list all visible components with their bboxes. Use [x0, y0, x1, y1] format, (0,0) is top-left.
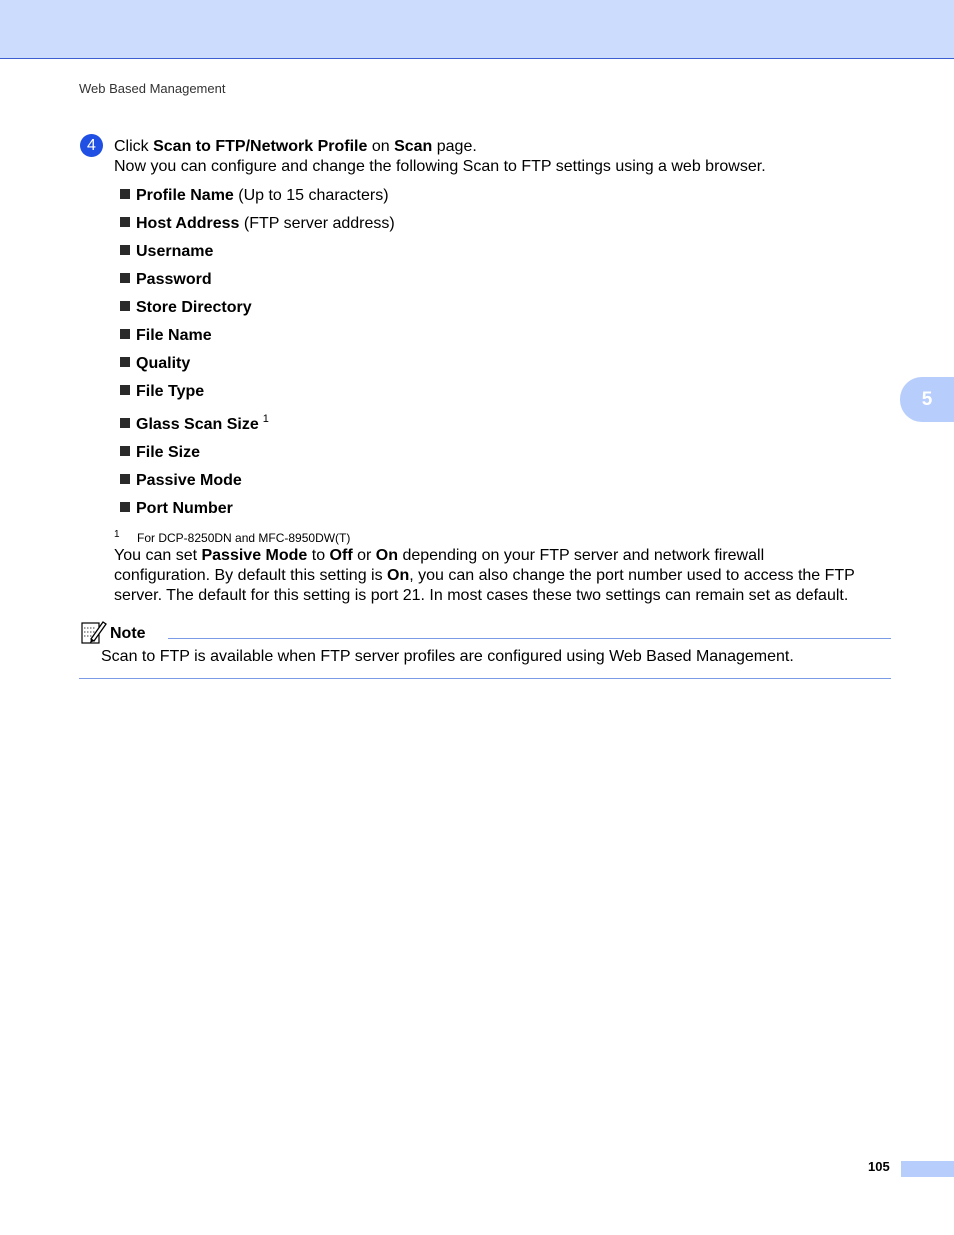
- setting-name: Host Address: [136, 215, 240, 232]
- setting-name: Profile Name: [136, 187, 234, 204]
- footnote-number: 1: [114, 529, 120, 540]
- note-title: Note: [110, 625, 146, 642]
- step-text: on: [367, 138, 395, 155]
- paragraph-text: , you can also change the port number used to access the FTP: [409, 567, 855, 584]
- list-item: [120, 242, 213, 262]
- paragraph-text: configuration. By default this setting is: [114, 567, 388, 584]
- list-item: [120, 499, 233, 519]
- list-item: [120, 471, 242, 491]
- setting-name: File Name: [136, 327, 212, 344]
- step-text: Click: [114, 138, 154, 155]
- list-item: [120, 214, 395, 234]
- bullet-square-icon: [120, 217, 130, 227]
- paragraph-line: server. The default for this setting is port 21. In most cases these two settings can remain set as default.: [114, 587, 849, 604]
- setting-detail: (Up to 15 characters): [233, 187, 389, 204]
- list-item: [120, 382, 204, 402]
- bullet-square-icon: [120, 301, 130, 311]
- step-instruction: [114, 137, 477, 157]
- list-item: [120, 443, 200, 463]
- bullet-square-icon: [120, 474, 130, 484]
- paragraph-text: depending on your FTP server and network firewall: [398, 547, 765, 564]
- bullet-square-icon: [120, 502, 130, 512]
- bullet-square-icon: [120, 446, 130, 456]
- setting-name: File Size: [136, 444, 201, 461]
- bullet-square-icon: [120, 245, 130, 255]
- note-pencil-icon: [80, 619, 108, 645]
- footnote-text: For DCP-8250DN and MFC-8950DW(T): [137, 531, 351, 545]
- bullet-square-icon: [120, 385, 130, 395]
- list-item: [120, 186, 389, 206]
- list-item: [120, 326, 212, 346]
- setting-value: On: [375, 547, 398, 564]
- note-divider: [168, 638, 891, 639]
- setting-value: On: [387, 567, 410, 584]
- menu-name: Scan to FTP/Network Profile: [153, 138, 368, 155]
- list-item: [120, 354, 190, 374]
- paragraph-text: to: [307, 547, 330, 564]
- setting-detail: (FTP server address): [239, 215, 395, 232]
- bullet-square-icon: [120, 418, 130, 428]
- footnote-marker: 1: [262, 413, 269, 425]
- setting-name: Passive Mode: [201, 547, 308, 564]
- list-item: [120, 298, 252, 318]
- setting-value: Off: [329, 547, 353, 564]
- step-description: Now you can configure and change the following Scan to FTP settings using a web browser.: [114, 158, 766, 175]
- paragraph-text: You can set: [114, 547, 202, 564]
- setting-name: Glass Scan Size: [136, 416, 259, 433]
- bullet-square-icon: [120, 273, 130, 283]
- list-item: [120, 415, 269, 436]
- paragraph-line: [114, 546, 764, 566]
- chapter-tab: 5: [900, 377, 954, 422]
- bullet-square-icon: [120, 357, 130, 367]
- note-bottom-divider: [79, 678, 891, 679]
- step-text: page.: [432, 138, 477, 155]
- bullet-square-icon: [120, 329, 130, 339]
- paragraph-text: or: [352, 547, 376, 564]
- setting-name: Password: [136, 271, 212, 288]
- setting-name: Username: [136, 243, 214, 260]
- page-number-bar: [901, 1161, 954, 1177]
- header-band: [0, 0, 954, 59]
- bullet-square-icon: [120, 189, 130, 199]
- setting-name: Passive Mode: [136, 472, 242, 489]
- setting-name: Port Number: [136, 500, 233, 517]
- note-body: Scan to FTP is available when FTP server profiles are configured using Web Based Management.: [101, 648, 794, 665]
- setting-name: Quality: [136, 355, 191, 372]
- page-number: 105: [868, 1159, 890, 1174]
- list-item: [120, 270, 212, 290]
- running-title: Web Based Management: [79, 81, 226, 96]
- step-number-badge: 4: [80, 134, 103, 157]
- setting-name: File Type: [136, 383, 205, 400]
- paragraph-line: [114, 566, 855, 586]
- page-name: Scan: [394, 138, 433, 155]
- setting-name: Store Directory: [136, 299, 252, 316]
